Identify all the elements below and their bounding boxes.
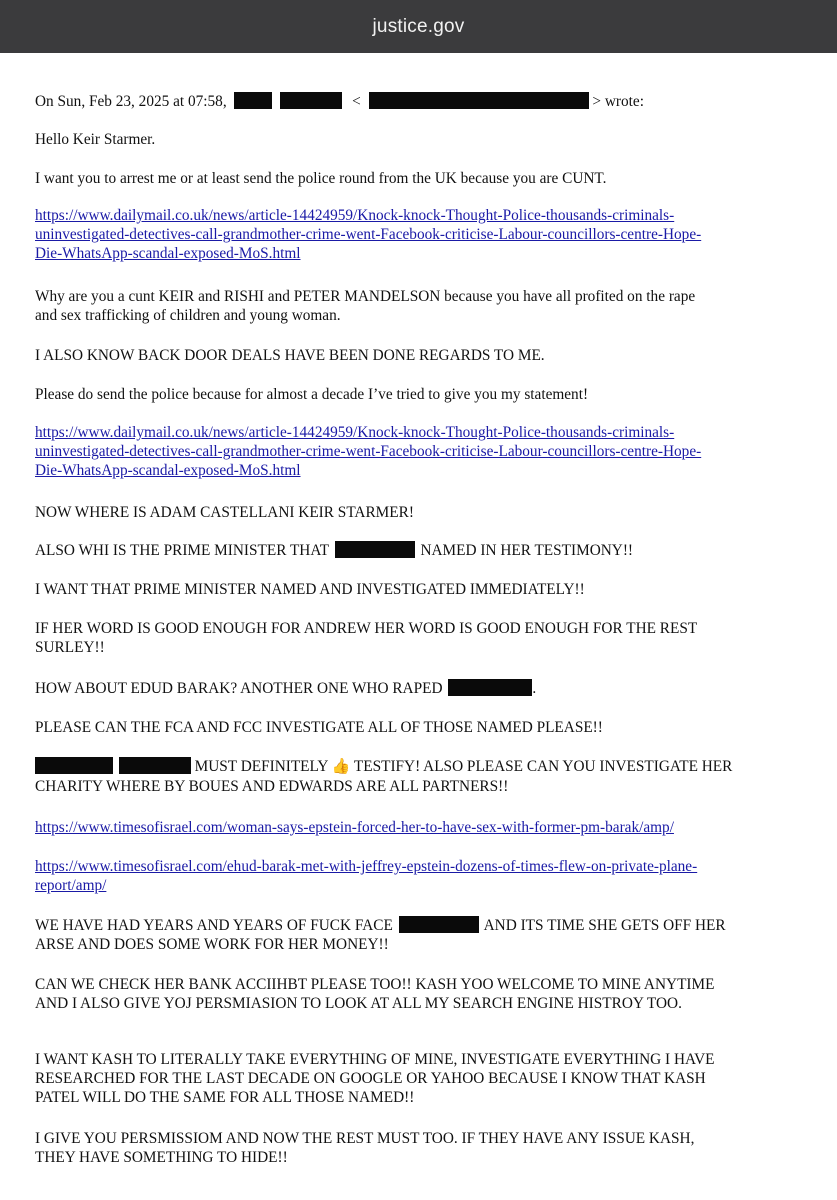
redaction-box xyxy=(335,541,415,558)
paragraph: I WANT KASH TO LITERALLY TAKE EVERYTHING OF MINE, INVESTIGATE EVERYTHING I HAVE RESEARCHED FOR THE LAST DECADE ON GOOGLE OR YAHOO BECAUSE I KNOW THAT KASH PATEL WILL DO THE SAME FOR ALL THOSE NAMED!! xyxy=(35,1051,715,1106)
paragraph: MUST DEFINITELY 👍 TESTIFY! ALSO PLEASE CAN YOU INVESTIGATE HER CHARITY WHERE BY BOUES AND EDWARDS ARE ALL PARTNERS!! xyxy=(35,758,733,795)
greeting: Hello Keir Starmer. xyxy=(35,131,156,148)
browser-url-bar[interactable] xyxy=(0,0,837,53)
paragraph: I WANT THAT PRIME MINISTER NAMED AND INVESTIGATED IMMEDIATELY!! xyxy=(35,581,585,598)
paragraph: Why are you a cunt KEIR and RISHI and PETER MANDELSON because you have all profited on the rape and sex trafficking of children and young woman. xyxy=(35,288,696,324)
dailymail-link[interactable]: https://www.dailymail.co.uk/news/article-14424959/Knock-knock-Thought-Police-thousands-criminals- uninvestigated-detectives-call-grandmother-crime-went-Facebook-criticise-Labour-councillors-centre-Hope- Die-WhatsApp-scandal-exposed-MoS.html xyxy=(35,207,702,262)
redaction-box xyxy=(399,916,479,933)
email-header: On Sun, Feb 23, 2025 at 07:58, < > wrote: xyxy=(35,93,644,110)
paragraph: Please do send the police because for almost a decade I’ve tried to give you my statement! xyxy=(35,386,589,403)
paragraph: I GIVE YOU PERSMISSIOM AND NOW THE REST MUST TOO. IF THEY HAVE ANY ISSUE KASH, THEY HAVE SOMETHING TO HIDE!! xyxy=(35,1130,695,1166)
redaction-box xyxy=(369,92,589,109)
url-text: justice.gov xyxy=(372,15,465,37)
paragraph: IF HER WORD IS GOOD ENOUGH FOR ANDREW HER WORD IS GOOD ENOUGH FOR THE REST SURLEY!! xyxy=(35,620,698,656)
paragraph: ALSO WHI IS THE PRIME MINISTER THAT NAMED IN HER TESTIMONY!! xyxy=(35,542,634,559)
timesofisrael-link[interactable]: https://www.timesofisrael.com/woman-says-epstein-forced-her-to-have-sex-with-former-pm-barak/amp/ xyxy=(35,819,674,836)
redaction-box xyxy=(119,757,191,774)
paragraph: I want you to arrest me or at least send the police round from the UK because you are CUNT. xyxy=(35,170,607,187)
paragraph: WE HAVE HAD YEARS AND YEARS OF FUCK FACE AND ITS TIME SHE GETS OFF HER ARSE AND DOES SOME WORK FOR HER MONEY!! xyxy=(35,917,726,953)
thumbs-up-icon: 👍 xyxy=(331,759,351,775)
redaction-box xyxy=(234,92,272,109)
paragraph: NOW WHERE IS ADAM CASTELLANI KEIR STARMER! xyxy=(35,504,414,521)
paragraph: I ALSO KNOW BACK DOOR DEALS HAVE BEEN DONE REGARDS TO ME. xyxy=(35,347,545,364)
paragraph: PLEASE CAN THE FCA AND FCC INVESTIGATE ALL OF THOSE NAMED PLEASE!! xyxy=(35,719,603,736)
redaction-box xyxy=(35,757,113,774)
dailymail-link[interactable]: https://www.dailymail.co.uk/news/article-14424959/Knock-knock-Thought-Police-thousands-criminals- uninvestigated-detectives-call-grandmother-crime-went-Facebook-criticise-Labour-councillors-centre-Hope- Die-WhatsApp-scandal-exposed-MoS.html xyxy=(35,424,702,479)
paragraph: HOW ABOUT EDUD BARAK? ANOTHER ONE WHO RAPED . xyxy=(35,680,537,697)
redaction-box xyxy=(280,92,342,109)
redaction-box xyxy=(448,679,532,696)
timesofisrael-link[interactable]: https://www.timesofisrael.com/ehud-barak-met-with-jeffrey-epstein-dozens-of-times-flew-on-private-plane- report/amp/ xyxy=(35,858,698,894)
header-date: On Sun, Feb 23, 2025 at 07:58, xyxy=(35,93,227,110)
paragraph: CAN WE CHECK HER BANK ACCIIHBT PLEASE TOO!! KASH YOO WELCOME TO MINE ANYTIME AND I ALSO GIVE YOJ PERSMIASION TO LOOK AT ALL MY SEARCH ENGINE HISTROY TOO. xyxy=(35,976,715,1012)
